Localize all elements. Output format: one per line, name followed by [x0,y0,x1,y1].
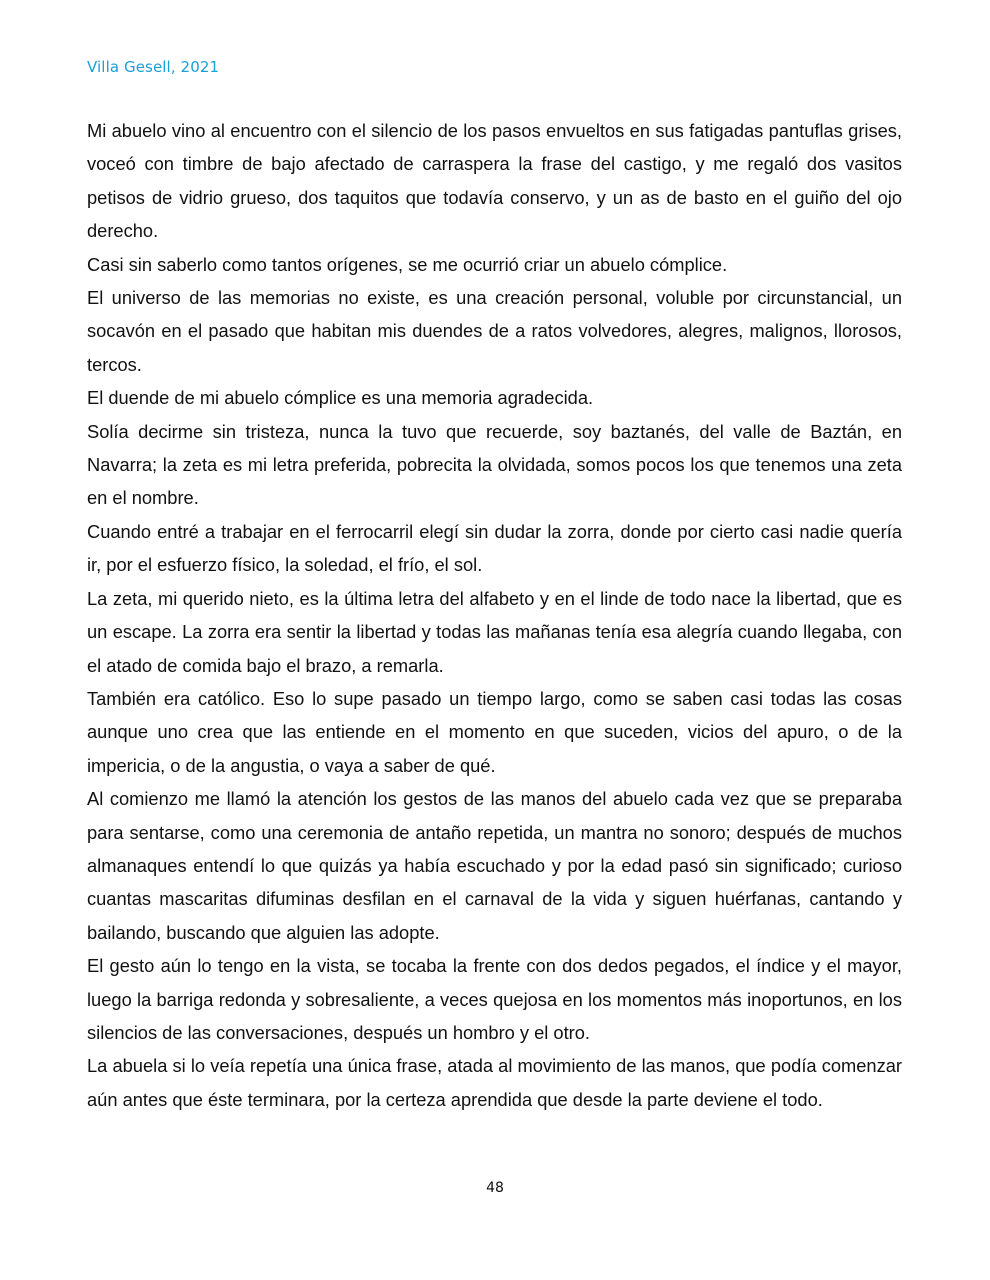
paragraph: La zeta, mi querido nieto, es la última letra del alfabeto y en el linde de todo nace la libertad, que es un escape. La zorra era sentir la libertad y todas las mañanas tenía esa alegría cuando llegaba, con el atado de comida bajo el brazo, a remarla. [87,587,902,676]
paragraph: Solía decirme sin tristeza, nunca la tuvo que recuerde, soy baztanés, del valle de Baztán, en Navarra; la zeta es mi letra preferida, pobrecita la olvidada, somos pocos los que tenemos una zeta en el nombre. [87,420,902,509]
paragraph: Mi abuelo vino al encuentro con el silencio de los pasos envueltos en sus fatigadas pantuflas grises, voceó con timbre de bajo afectado de carraspera la frase del castigo, y me regaló dos vasitos petisos de vidrio grueso, dos taquitos que todavía conservo, y un as de basto en el guiño del ojo derecho. [87,120,902,242]
paragraph: Casi sin saberlo como tantos orígenes, se me ocurrió criar un abuelo cómplice. [87,253,728,275]
paragraph: El gesto aún lo tengo en la vista, se tocaba la frente con dos dedos pegados, el índice y el mayor, luego la barriga redonda y sobresaliente, a veces quejosa en los momentos más inoportunos, en los silencios de las conversaciones, después un hombro y el otro. [87,955,902,1043]
page-header: Villa Gesell, 2021 [87,58,220,76]
paragraph: Cuando entré a trabajar en el ferrocarril elegí sin dudar la zorra, donde por cierto casi nadie quería ir, por el esfuerzo físico, la soledad, el frío, el sol. [87,520,902,576]
paragraph: Al comienzo me llamó la atención los gestos de las manos del abuelo cada vez que se preparaba para sentarse, como una ceremonia de antaño repetida, un mantra no sonoro; después de muchos almanaques entendí lo que quizás ya había escuchado y por la edad pasó sin significado; curioso cuantas mascaritas difuminas desfilan en el carnaval de la vida y siguen huérfanas, cantando y bailando, buscando que alguien las adopte. [87,788,902,943]
paragraph: También era católico. Eso lo supe pasado un tiempo largo, como se saben casi todas las cosas aunque uno crea que las entiende en el momento en que suceden, vicios del apuro, o de la impericia, o de la angustia, o vaya a saber de qué. [87,687,902,776]
paragraph: El duende de mi abuelo cómplice es una memoria agradecida. [87,387,594,409]
body-text [87,114,902,1116]
page-number: 48 [486,1180,504,1196]
paragraph: El universo de las memorias no existe, es una creación personal, voluble por circunstancial, un socavón en el pasado que habitan mis duendes de a ratos volvedores, alegres, malignos, llorosos, tercos. [87,287,902,375]
paragraph: La abuela si lo veía repetía una única frase, atada al movimiento de las manos, que podía comenzar aún antes que éste terminara, por la certeza aprendida que desde la parte deviene el todo. [87,1055,902,1110]
